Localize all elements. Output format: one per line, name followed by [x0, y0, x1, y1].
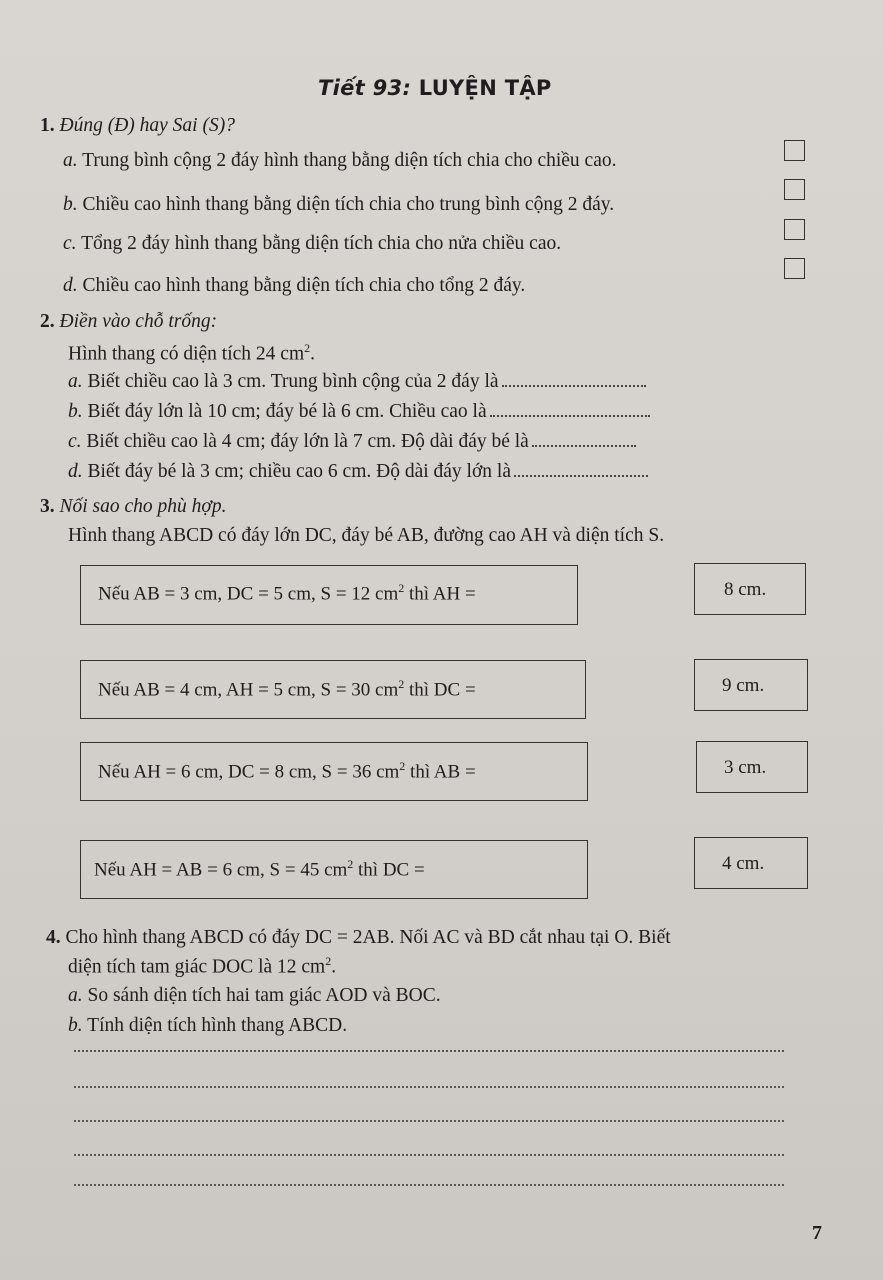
- q2-item-a-label: a.: [68, 371, 83, 392]
- q1-item-a: [63, 150, 616, 172]
- q1-checkbox-a[interactable]: [784, 140, 805, 161]
- q3-condition-text-1: [98, 581, 476, 605]
- q4-item-b-label: b.: [68, 1015, 83, 1036]
- q2-item-a: [68, 371, 646, 393]
- q1-item-b-label: b.: [63, 194, 78, 215]
- answer-line-5[interactable]: [74, 1184, 784, 1186]
- q3-cond-1-post: thì AH =: [404, 583, 476, 605]
- q1-item-d-text: Chiều cao hình thang bằng diện tích chia cho tổng 2 đáy.: [82, 275, 526, 296]
- q3-cond-3-sup: 2: [399, 759, 406, 773]
- answer-line-2[interactable]: [74, 1086, 784, 1088]
- q1-item-b: [63, 194, 614, 216]
- q1-item-c-text: Tổng 2 đáy hình thang bằng diện tích chia cho nửa chiều cao.: [81, 233, 562, 254]
- q4-line-2-sup: 2: [325, 954, 332, 968]
- q4-item-a-label: a.: [68, 985, 83, 1006]
- q1-heading-text: Đúng (Đ) hay Sai (S)?: [59, 115, 235, 136]
- q1-item-c: [63, 233, 561, 255]
- q2-heading-text: Điền vào chỗ trống:: [59, 311, 218, 332]
- q3-cond-4-sup: 2: [347, 857, 354, 871]
- q1-item-b-text: Chiều cao hình thang bằng diện tích chia cho trung bình cộng 2 đáy.: [82, 194, 615, 215]
- q3-condition-text-2: [98, 677, 476, 701]
- q3-cond-2-post: thì DC =: [404, 679, 476, 701]
- q2-blank-d[interactable]: [514, 461, 648, 477]
- q2-item-c-label: c.: [68, 431, 82, 452]
- q2-number: 2.: [40, 311, 55, 332]
- q1-item-d-label: d.: [63, 275, 78, 296]
- q1-item-a-label: a.: [63, 150, 78, 171]
- q3-cond-1-sup: 2: [398, 581, 405, 595]
- q1-checkbox-d[interactable]: [784, 258, 805, 279]
- q2-blank-a[interactable]: [502, 371, 646, 387]
- q2-blank-b[interactable]: [490, 401, 650, 417]
- q1-heading: [40, 115, 235, 137]
- answer-line-4[interactable]: [74, 1154, 784, 1156]
- title-name: LUYỆN TẬP: [418, 76, 552, 100]
- q2-intro-text: Hình thang có diện tích 24 cm: [68, 343, 305, 365]
- q4-number: 4.: [46, 927, 61, 948]
- q3-cond-4-post: thì DC =: [353, 859, 425, 881]
- q3-answer-1: 8 cm.: [724, 579, 767, 600]
- q1-item-d: [63, 275, 525, 297]
- title-prefix: Tiết 93:: [318, 76, 412, 100]
- page-number: 7: [812, 1222, 822, 1244]
- q2-item-c: [68, 431, 636, 453]
- q1-number: 1.: [40, 115, 55, 136]
- q2-item-d-label: d.: [68, 461, 83, 482]
- q4-line-2-pre: diện tích tam giác DOC là 12 cm: [68, 956, 326, 978]
- q4-item-a-text: So sánh diện tích hai tam giác AOD và BOC.: [87, 985, 441, 1006]
- q3-cond-4-pre: Nếu AH = AB = 6 cm, S = 45 cm: [94, 859, 348, 881]
- q3-cond-3-post: thì AB =: [405, 761, 476, 783]
- q4-line-2-post: .: [331, 956, 337, 978]
- q1-checkbox-c[interactable]: [784, 219, 805, 240]
- q3-cond-1-pre: Nếu AB = 3 cm, DC = 5 cm, S = 12 cm: [98, 583, 399, 605]
- q4-line-2: [68, 954, 336, 979]
- q2-item-a-text: Biết chiều cao là 3 cm. Trung bình cộng của 2 đáy là: [87, 371, 499, 392]
- q3-heading: [40, 496, 226, 518]
- q3-cond-2-pre: Nếu AB = 4 cm, AH = 5 cm, S = 30 cm: [98, 679, 399, 701]
- q3-intro: Hình thang ABCD có đáy lớn DC, đáy bé AB, đường cao AH và diện tích S.: [68, 525, 665, 546]
- q3-condition-text-4: [94, 857, 425, 881]
- q2-item-d-text: Biết đáy bé là 3 cm; chiều cao 6 cm. Độ dài đáy lớn là: [87, 461, 511, 482]
- answer-line-3[interactable]: [74, 1120, 784, 1122]
- q4-line-1: [46, 927, 671, 949]
- q4-line-1-text: Cho hình thang ABCD có đáy DC = 2AB. Nối AC và BD cắt nhau tại O. Biết: [65, 927, 671, 948]
- q2-intro-sup: 2: [304, 341, 311, 355]
- q3-answer-4: 4 cm.: [722, 853, 765, 874]
- q2-heading: [40, 311, 217, 333]
- q2-item-b-text: Biết đáy lớn là 10 cm; đáy bé là 6 cm. Chiều cao là: [87, 401, 487, 422]
- q4-item-b: [68, 1015, 347, 1037]
- q3-answer-3: 3 cm.: [724, 757, 767, 778]
- q3-answer-2: 9 cm.: [722, 675, 765, 696]
- q4-item-a: [68, 985, 441, 1007]
- q1-checkbox-b[interactable]: [784, 179, 805, 200]
- q2-blank-c[interactable]: [532, 431, 636, 447]
- q2-intro-end: .: [310, 343, 315, 365]
- q2-item-b: [68, 401, 650, 423]
- q3-condition-text-3: [98, 759, 476, 783]
- q3-cond-3-pre: Nếu AH = 6 cm, DC = 8 cm, S = 36 cm: [98, 761, 400, 783]
- q4-item-b-text: Tính diện tích hình thang ABCD.: [87, 1015, 348, 1036]
- q2-item-c-text: Biết chiều cao là 4 cm; đáy lớn là 7 cm. Độ dài đáy bé là: [86, 431, 529, 452]
- q2-item-d: [68, 461, 648, 483]
- q1-item-c-label: c.: [63, 233, 77, 254]
- q2-intro: [68, 341, 315, 366]
- q3-cond-2-sup: 2: [398, 677, 405, 691]
- q3-number: 3.: [40, 496, 55, 517]
- q1-item-a-text: Trung bình cộng 2 đáy hình thang bằng diện tích chia cho chiều cao.: [82, 150, 617, 171]
- answer-line-1[interactable]: [74, 1050, 784, 1052]
- q2-item-b-label: b.: [68, 401, 83, 422]
- q3-heading-text: Nối sao cho phù hợp.: [59, 496, 227, 517]
- page-title: [318, 76, 552, 100]
